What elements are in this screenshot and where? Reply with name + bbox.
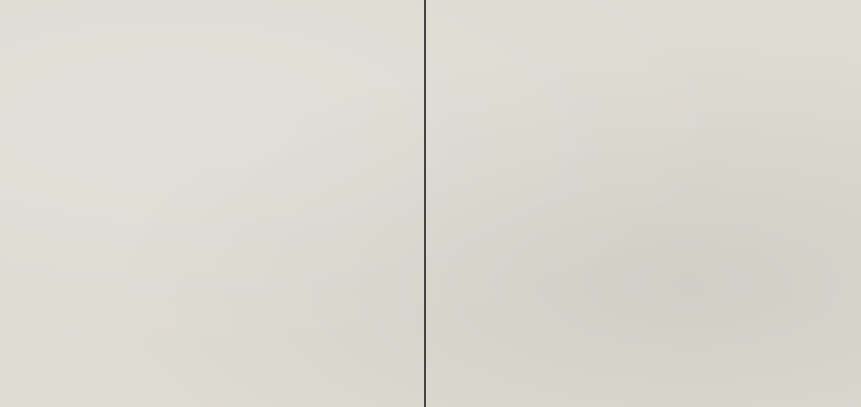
column-divider [424, 0, 426, 407]
